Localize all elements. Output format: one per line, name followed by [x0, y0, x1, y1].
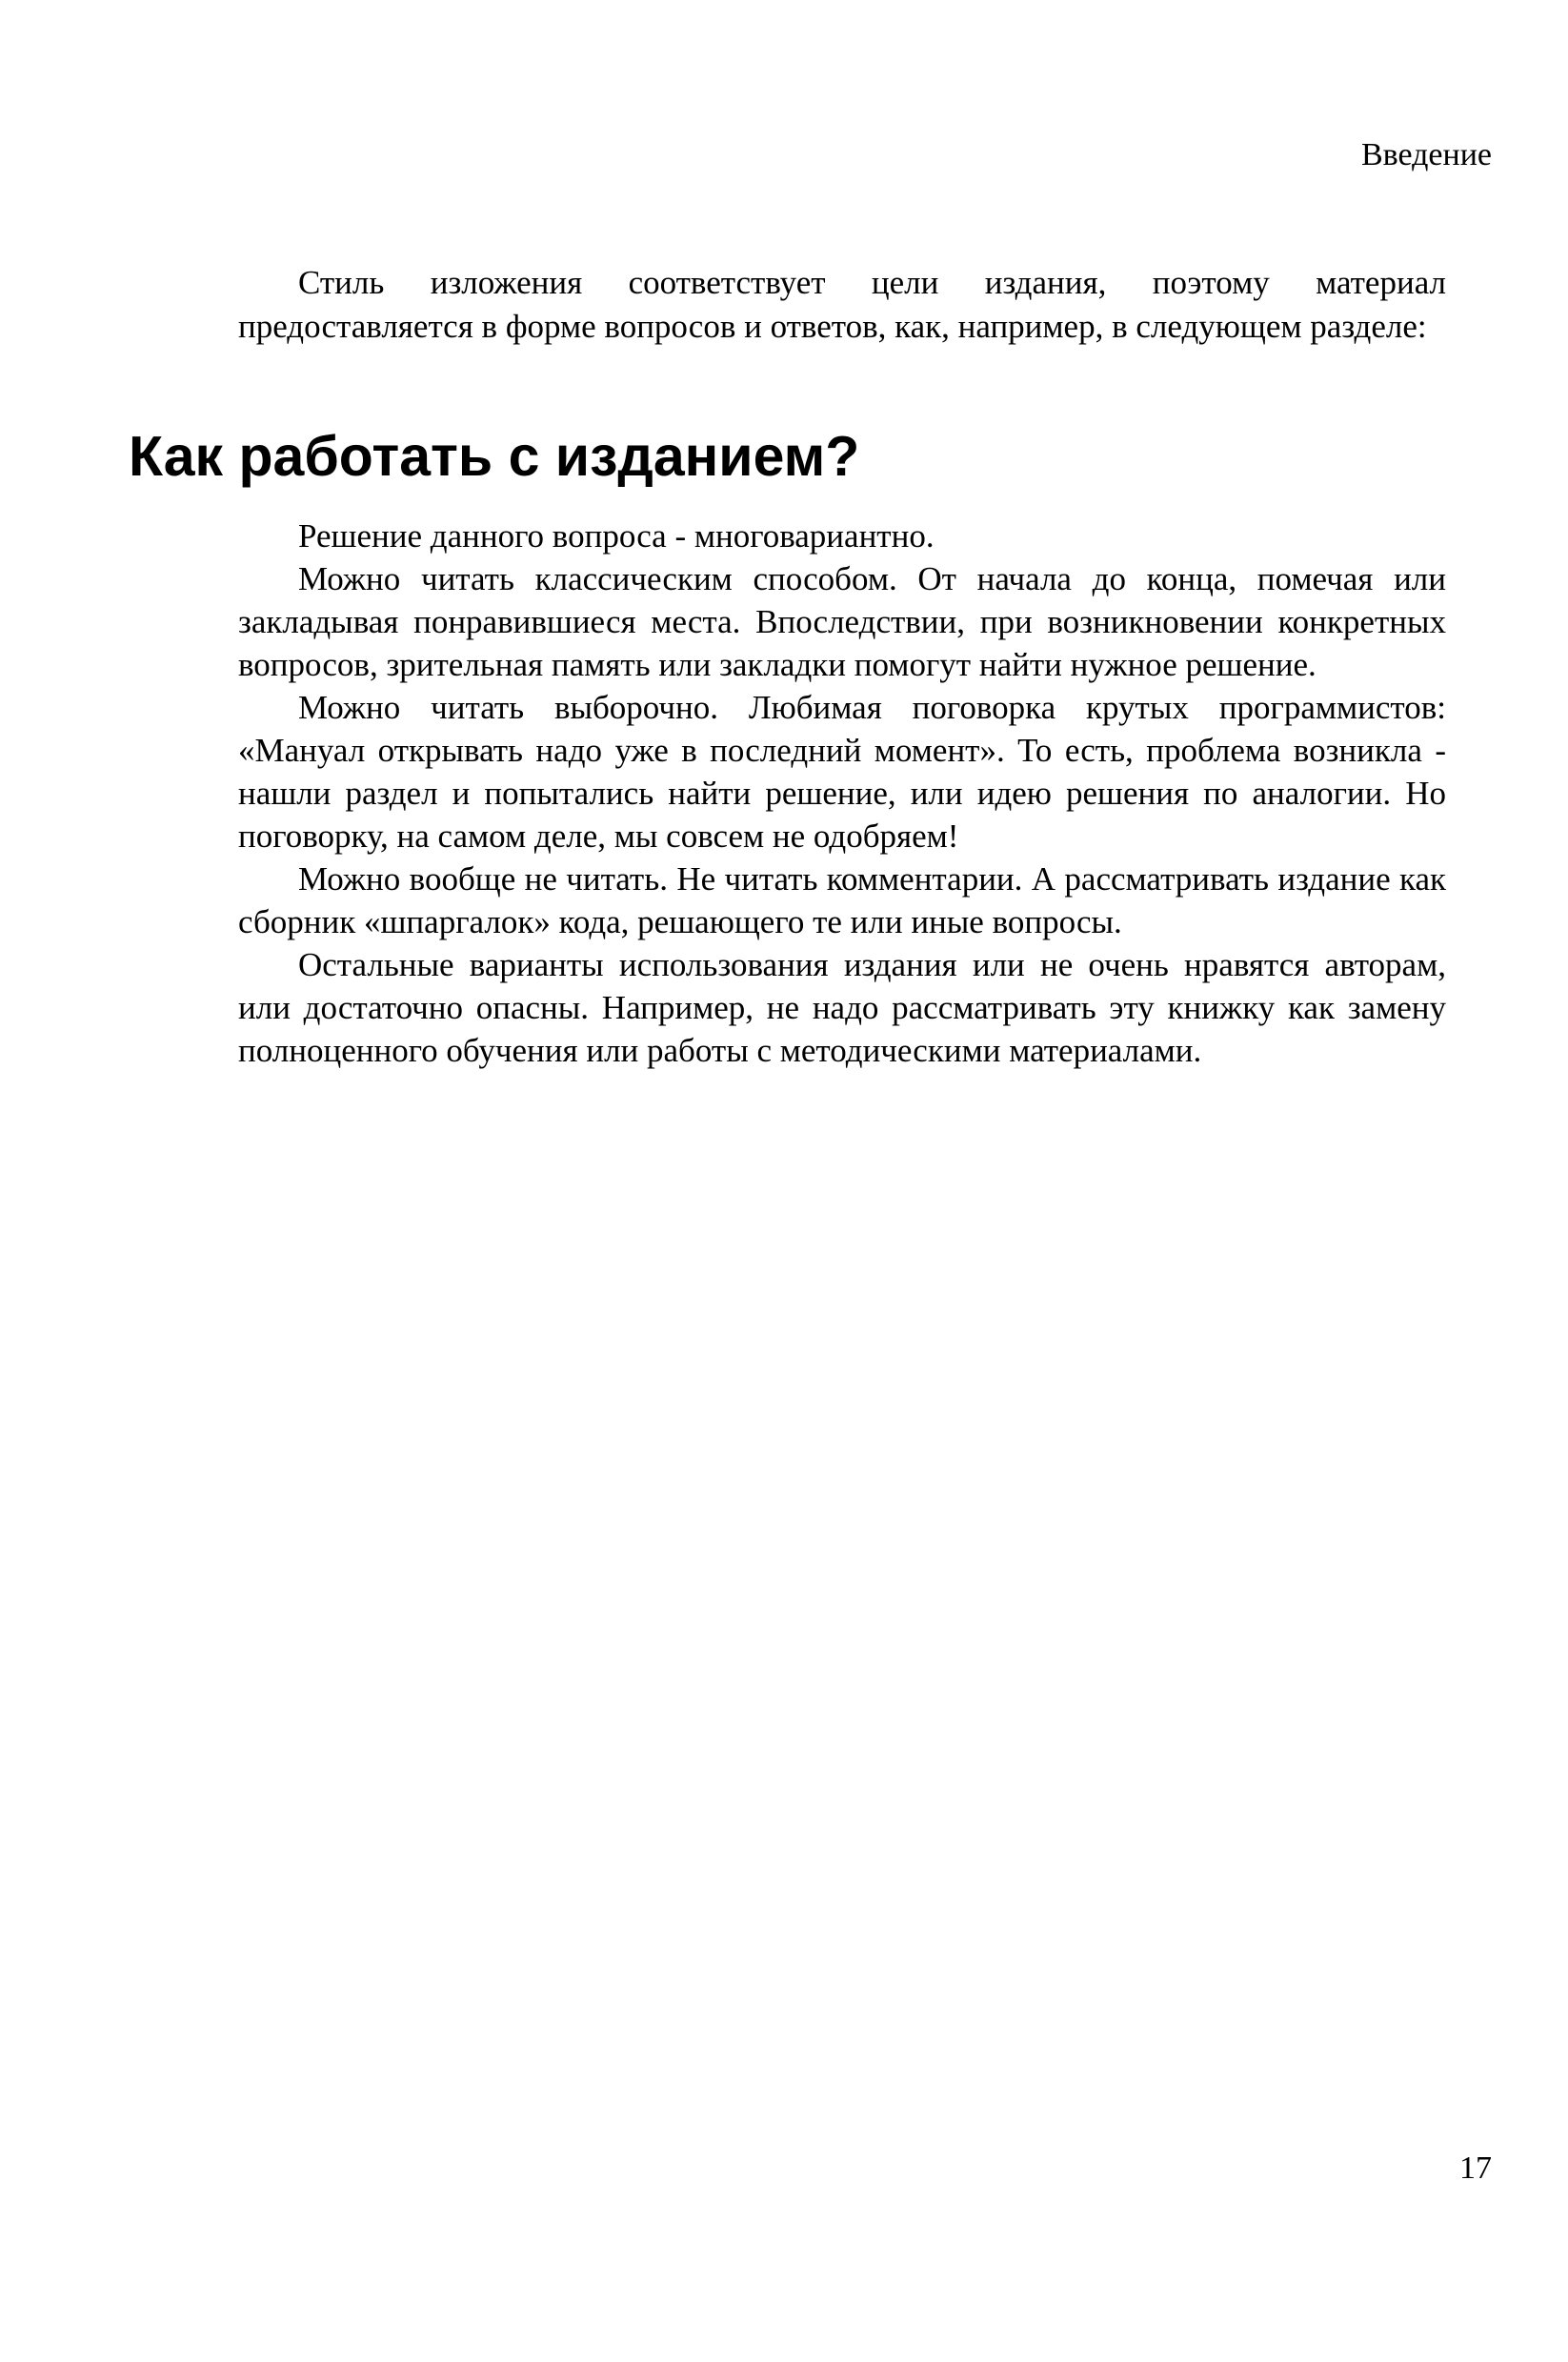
body-paragraph-1: Решение данного вопроса - многовариантно.	[298, 517, 935, 555]
section-heading: Как работать с изданием?	[129, 425, 860, 488]
body-paragraph-4: Можно вообще не читать. Не читать комментарии. А рассматривать издание как сборник «шпаргалок» кода, решающего те или иные вопросы.	[238, 860, 1446, 940]
body-paragraph-3: Можно читать выборочно. Любимая поговорка крутых программистов: «Мануал открывать надо уже в последний момент». То есть, проблема возникла - нашли раздел и попытались найти решение, или идею решения по аналогии. Но поговорку, на самом деле, мы совсем не одобряем!	[238, 689, 1446, 855]
body-paragraph-2: Можно читать классическим способом. От начала до конца, помечая или закладывая понравившиеся места. Впоследствии, при возникновении конкретных вопросов, зрительная память или закладки помогут найти нужное решение.	[238, 560, 1446, 683]
intro-paragraph: Стиль изложения соответствует цели издания, поэтому материал предоставляется в форме вопросов и ответов, как, например, в следующем разделе:	[238, 264, 1446, 345]
section-body	[238, 515, 1446, 1072]
body-paragraph-5: Остальные варианты использования издания или не очень нравятся авторам, или достаточно опасны. Например, не надо рассматривать эту книжку как замену полноценного обучения или работы с методическими материалами.	[238, 946, 1446, 1069]
running-header: Введение	[1360, 137, 1492, 172]
page-number: 17	[1459, 2150, 1492, 2186]
